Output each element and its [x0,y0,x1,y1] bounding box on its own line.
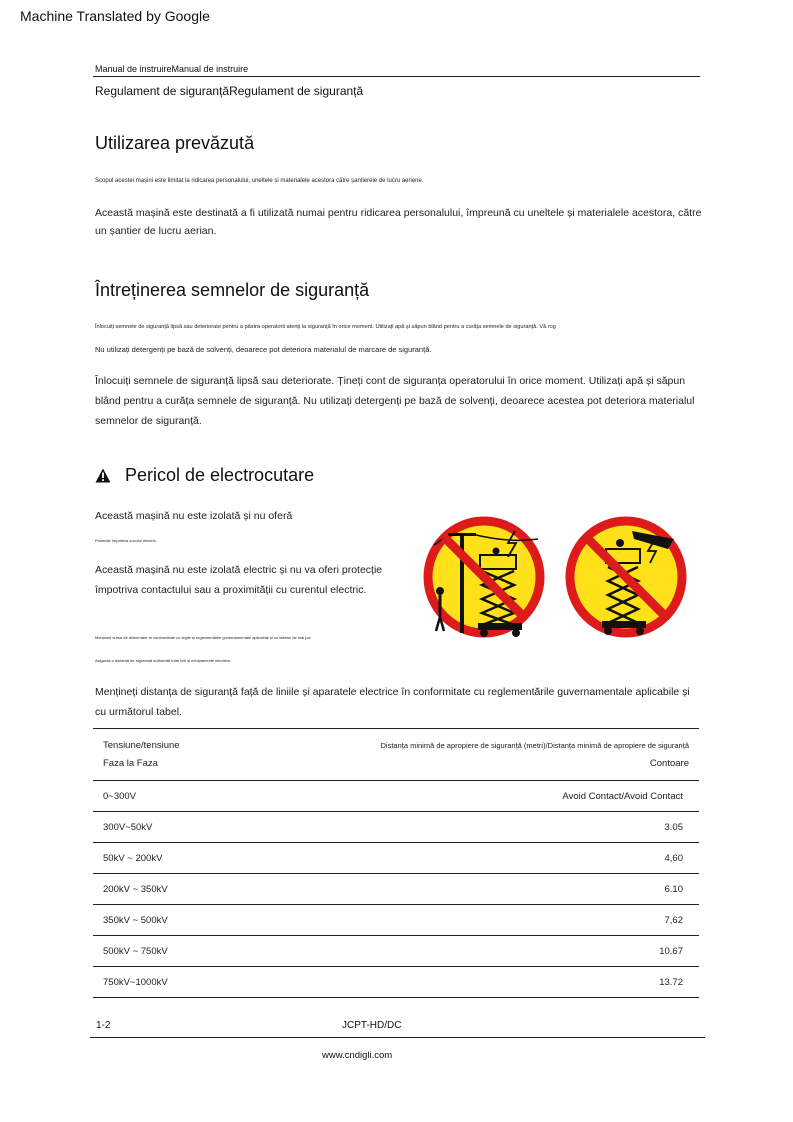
distance-cell: 4,60 [664,852,683,864]
table-row [93,843,699,874]
header-meters: Contoare [649,757,689,769]
intended-use-line-2: un șantier de lucru aerian. [95,225,217,237]
model-number: JCPT-HD/DC [342,1020,402,1031]
distance-cell: 10.67 [659,945,683,957]
overhead-hazard-sign [570,521,682,635]
distance-cell: Avoid Contact/Avoid Contact [562,790,683,802]
distance-cell: 13.72 [659,976,683,988]
intended-use-line-1: Această mașină este destinată a fi utilizată numai pentru ridicarea personalului, împreună cu uneltele și materialele acestora, către [95,207,702,219]
electrocution-title: Pericol de electrocutare [125,465,315,485]
footer-url: www.cndigli.com [322,1050,393,1061]
electro-micro-1: Protecție împotriva șocului electric. [95,538,157,543]
section-header: Regulament de siguranțăRegulament de siguranță [95,84,364,98]
manual-header: Manual de instruireManual de instruire [95,64,249,74]
table-row [93,781,699,812]
electro-line-a: Această mașină nu este izolată și nu oferă [95,510,293,522]
intended-use-title: Utilizarea prevăzută [95,133,255,153]
electro-line-c1: Mențineți distanța de siguranță față de liniile și aparatele electrice în conformitate cu reglementările guvernamentale aplicabile și [95,686,690,698]
warning-triangle-icon [95,468,111,483]
electro-micro-3: Asigurați o distanță de siguranță suficientă între linii și echipamente electrice. [95,658,232,663]
table-row [93,936,699,967]
machine-translated-banner: Machine Translated by Google [20,8,210,24]
electrocution-hazard-signs [420,513,690,648]
table-header-row [93,729,699,781]
electro-line-b2: împotriva contactului sau a proximității cu curentul electric. [95,584,367,596]
intended-use-small: Scopul acestei mașini este limitat la ridicarea personalului, uneltele și materialele acestora către șantierele de lucru aeriene. [95,178,424,184]
voltage-cell: 750kV~1000kV [103,976,168,988]
distance-cell: 6.10 [664,883,683,895]
voltage-cell: 300V~50kV [103,821,153,833]
voltage-cell: 350kV ~ 500kV [103,914,168,926]
voltage-cell: 500kV ~ 750kV [103,945,168,957]
electro-line-c2: cu următorul tabel. [95,706,182,718]
voltage-cell: 50kV ~ 200kV [103,852,163,864]
table-row [93,905,699,936]
electro-micro-2: Mențineți sursa de alimentare în conformitate cu legile și reglementările guvernamentale aplicabile și cu tabelul de mai jos [95,635,311,640]
distance-cell: 3.05 [664,821,683,833]
maintenance-line-3: semnelor de siguranță. [95,415,202,427]
maintenance-line-1: Înlocuiți semnele de siguranță lipsă sau deteriorate. Țineți cont de siguranța operatorului în orice moment. Utilizați apă și săpun [95,375,686,387]
header-voltage: Tensiune/tensiune [103,739,180,751]
table-row [93,812,699,843]
table-row [93,874,699,905]
table-row [93,967,699,998]
voltage-cell: 0~300V [103,790,137,802]
footer-divider [90,1037,705,1038]
maintenance-title: Întreținerea semnelor de siguranță [95,280,370,300]
header-distance: Distanța minimă de apropiere de siguranță (metri)/Distanța minimă de apropiere de siguranță [380,740,689,750]
clearance-table [93,728,699,998]
maintenance-line-2: blând pentru a curăța semnele de siguranță. Nu utilizați detergenți pe bază de solvenți, deoarece acestea pot deteriora materialul [95,395,695,407]
page-number: 1-2 [96,1020,111,1031]
header-divider [93,76,700,77]
powerline-hazard-sign [428,521,540,637]
maintenance-small-2: Nu utilizați detergenți pe bază de solvenți, deoarece pot deteriora materialul de marcare de siguranță. [95,345,432,354]
distance-cell: 7,62 [664,914,683,926]
header-phase: Faza la Faza [103,757,158,769]
maintenance-small-1: Înlocuiți semnele de siguranță lipsă sau deteriorate pentru a păstra operatorii atenți la siguranță în orice moment. Utilizați apă și săpun blând pentru a curăța semnele de siguranță. Vă rog [95,324,556,330]
electro-line-b1: Această mașină nu este izolată electric și nu va oferi protecție [95,564,383,576]
voltage-cell: 200kV ~ 350kV [103,883,168,895]
